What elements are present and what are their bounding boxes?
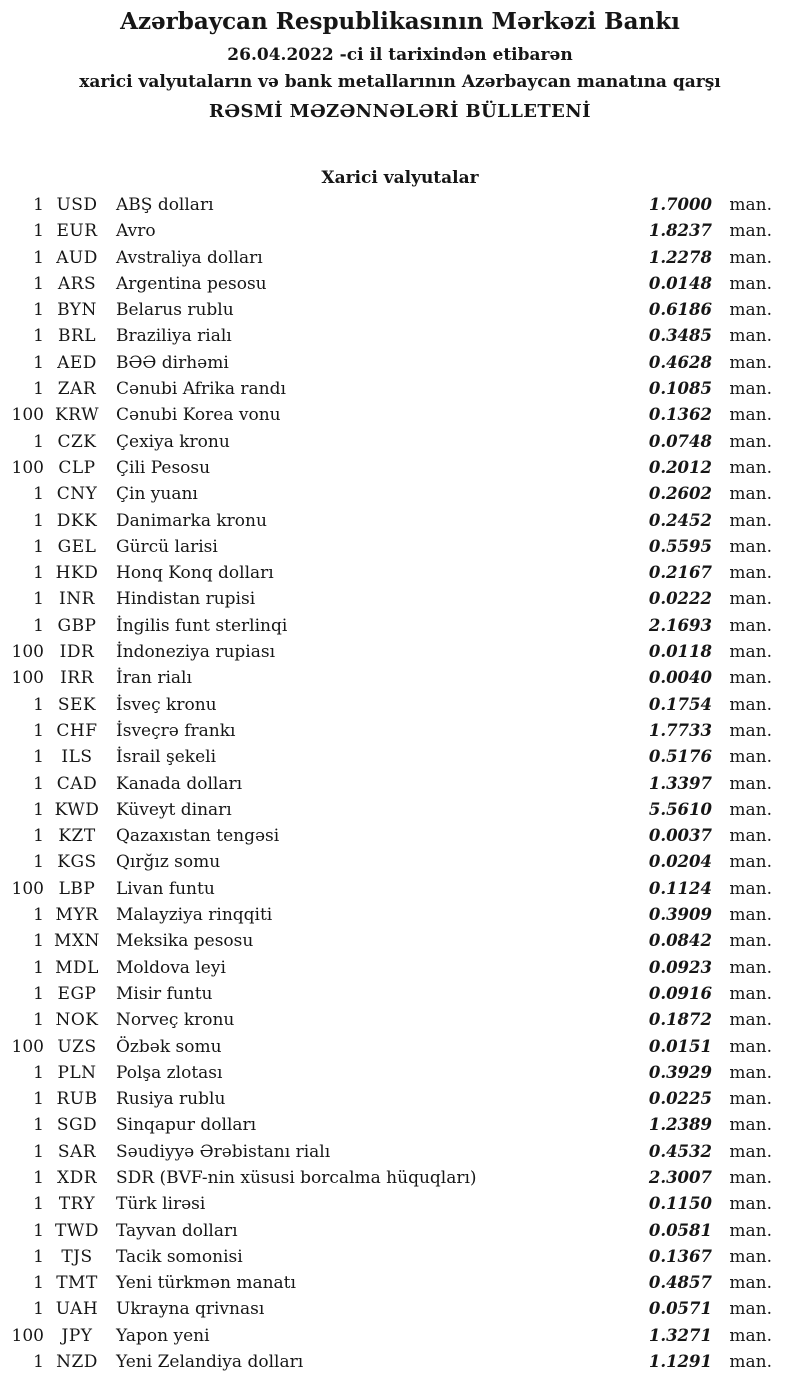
rate-value: 0.0225	[648, 1089, 712, 1109]
rate-unit: man.	[729, 1167, 772, 1188]
currency-quantity: 1	[33, 221, 44, 242]
currency-code: RUB	[56, 1089, 98, 1110]
currency-code: NZD	[56, 1352, 98, 1373]
exchange-rate-row	[0, 586, 800, 612]
exchange-rate-row	[0, 639, 800, 665]
exchange-rate-row	[0, 376, 800, 402]
currency-quantity: 1	[33, 326, 44, 347]
currency-code: DKK	[56, 510, 98, 531]
rate-value: 0.6186	[648, 300, 712, 320]
rate-unit: man.	[729, 747, 772, 768]
rate-unit: man.	[729, 326, 772, 347]
exchange-rate-row	[0, 1218, 800, 1244]
rate-unit: man.	[729, 1010, 772, 1031]
exchange-rate-row	[0, 665, 800, 691]
currency-name: Kanada dolları	[116, 773, 243, 794]
currency-quantity: 1	[33, 852, 44, 873]
exchange-rate-row	[0, 955, 800, 981]
currency-name: Qazaxıstan tengəsi	[116, 826, 280, 847]
rate-unit: man.	[729, 273, 772, 294]
currency-code: UAH	[55, 1299, 99, 1320]
exchange-rate-row	[0, 1349, 800, 1375]
currency-name: Belarus rublu	[116, 300, 234, 321]
exchange-rate-row	[0, 350, 800, 376]
exchange-rate-row	[0, 1034, 800, 1060]
exchange-rate-row	[0, 1270, 800, 1296]
exchange-rate-row	[0, 534, 800, 560]
currency-code: IDR	[59, 642, 95, 663]
rate-value: 0.0151	[648, 1036, 712, 1056]
bank-name-title: Azərbaycan Respublikasının Mərkəzi Bankı	[120, 8, 680, 35]
rate-value: 1.7000	[648, 195, 712, 214]
rate-value: 0.3929	[648, 1062, 712, 1082]
rate-unit: man.	[729, 957, 772, 978]
exchange-rate-row	[0, 192, 800, 218]
exchange-rate-row	[0, 1060, 800, 1086]
rate-value: 0.2012	[648, 457, 712, 477]
rate-value: 2.1693	[648, 615, 712, 635]
rate-unit: man.	[729, 195, 772, 215]
currency-name: Meksika pesosu	[116, 931, 254, 952]
currency-name: ABŞ dolları	[116, 195, 214, 215]
currency-code: CAD	[56, 773, 98, 794]
rate-value: 0.0923	[648, 957, 712, 977]
currency-quantity: 100	[11, 878, 44, 899]
exchange-rate-row	[0, 402, 800, 428]
currency-name: Moldova leyi	[116, 957, 226, 978]
currency-quantity: 1	[33, 747, 44, 768]
currency-code: AUD	[56, 247, 98, 268]
currency-quantity: 1	[33, 1089, 44, 1110]
rate-value: 1.7733	[648, 720, 712, 740]
currency-code: TRY	[58, 1194, 96, 1215]
rate-value: 0.0748	[648, 431, 712, 451]
currency-name: Polşa zlotası	[116, 1062, 223, 1083]
exchange-rate-row	[0, 1086, 800, 1112]
currency-quantity: 1	[33, 484, 44, 505]
currency-name: Hindistan rupisi	[116, 589, 256, 610]
rate-value: 0.1085	[648, 379, 712, 399]
currency-name: Malayziya rinqqiti	[116, 905, 273, 926]
currency-quantity: 100	[11, 1325, 44, 1346]
currency-quantity: 1	[33, 563, 44, 584]
exchange-rate-row	[0, 849, 800, 875]
exchange-rate-row	[0, 271, 800, 297]
rate-value: 0.0040	[648, 668, 712, 688]
exchange-rate-row	[0, 876, 800, 902]
rate-value: 0.1872	[648, 1010, 712, 1030]
currency-quantity: 1	[33, 1141, 44, 1162]
currency-quantity: 1	[33, 905, 44, 926]
currency-code: SAR	[57, 1141, 97, 1162]
currency-name: Küveyt dinarı	[116, 799, 232, 820]
exchange-rate-row	[0, 744, 800, 770]
rate-value: 0.1150	[648, 1194, 712, 1214]
rate-unit: man.	[729, 1325, 772, 1346]
exchange-rate-row	[0, 613, 800, 639]
exchange-rate-row	[0, 429, 800, 455]
currency-name: Yapon yeni	[116, 1325, 210, 1346]
currency-quantity: 1	[33, 1273, 44, 1294]
rate-unit: man.	[729, 1089, 772, 1110]
rate-unit: man.	[729, 1220, 772, 1241]
currency-quantity: 1	[33, 300, 44, 321]
rate-value: 1.8237	[648, 221, 712, 241]
currency-code: IRR	[60, 668, 94, 689]
rate-value: 0.0148	[648, 273, 712, 293]
currency-name: Qırğız somu	[116, 852, 221, 873]
currency-name: Çexiya kronu	[116, 431, 230, 452]
rate-value: 0.0222	[648, 589, 712, 609]
effective-date-line: 26.04.2022 -ci il tarixindən etibarən	[227, 45, 573, 65]
currency-quantity: 1	[33, 352, 44, 373]
exchange-rate-row	[0, 508, 800, 534]
rate-unit: man.	[729, 536, 772, 557]
currency-quantity: 1	[33, 983, 44, 1004]
currency-code: TWD	[55, 1220, 99, 1241]
currency-code: CZK	[57, 431, 97, 452]
currency-code: CLP	[58, 457, 96, 478]
currency-code: ZAR	[57, 379, 97, 400]
currency-quantity: 1	[33, 957, 44, 978]
currency-name: Honq Konq dolları	[116, 563, 274, 584]
currency-quantity: 1	[33, 1246, 44, 1267]
currency-name: Tayvan dolları	[116, 1220, 238, 1241]
currency-name: Yeni türkmən manatı	[116, 1273, 296, 1294]
rate-unit: man.	[729, 457, 772, 478]
exchange-rate-row	[0, 1296, 800, 1322]
currency-quantity: 1	[33, 615, 44, 636]
rate-unit: man.	[729, 642, 772, 663]
currency-code: HKD	[55, 563, 99, 584]
rate-value: 0.2602	[648, 484, 712, 504]
rate-value: 1.2278	[648, 247, 712, 267]
currency-name: Danimarka kronu	[116, 510, 267, 531]
rate-value: 0.2167	[648, 563, 712, 583]
currency-quantity: 100	[11, 457, 44, 478]
exchange-rate-row	[0, 323, 800, 349]
currency-quantity: 1	[33, 379, 44, 400]
rate-value: 0.0037	[648, 826, 712, 846]
bulletin-title: RƏSMİ MƏZƏNNƏLƏRİ BÜLLETENİ	[209, 101, 591, 122]
currency-code: USD	[56, 195, 98, 215]
currency-code: CNY	[56, 484, 98, 505]
rate-value: 0.3485	[648, 326, 712, 346]
rate-value: 1.2389	[648, 1115, 712, 1135]
exchange-rate-row	[0, 1244, 800, 1270]
currency-quantity: 1	[33, 247, 44, 268]
exchange-rate-row	[0, 1191, 800, 1217]
currency-quantity: 1	[33, 1062, 44, 1083]
currency-quantity: 1	[33, 1010, 44, 1031]
currency-quantity: 1	[33, 1115, 44, 1136]
exchange-rate-row	[0, 1139, 800, 1165]
rate-unit: man.	[729, 352, 772, 373]
currency-name: İndoneziya rupiası	[116, 642, 276, 663]
currency-quantity: 1	[33, 1352, 44, 1373]
currency-code: AED	[57, 352, 97, 373]
currency-name: SDR (BVF-nin xüsusi borcalma hüquqları)	[116, 1167, 477, 1188]
rate-unit: man.	[729, 1141, 772, 1162]
rate-value: 0.1367	[648, 1246, 712, 1266]
section-title-foreign-currencies: Xarici valyutalar	[321, 168, 479, 188]
currency-name: Avro	[116, 221, 156, 242]
rate-value: 0.5176	[648, 747, 712, 767]
exchange-rate-row	[0, 455, 800, 481]
currency-name: BƏƏ dirhəmi	[116, 352, 229, 373]
currency-quantity: 1	[33, 510, 44, 531]
rate-unit: man.	[729, 221, 772, 242]
currency-code: PLN	[57, 1062, 97, 1083]
currency-name: Cənubi Korea vonu	[116, 405, 281, 426]
rate-value: 0.0118	[648, 642, 712, 662]
currency-code: GEL	[57, 536, 97, 557]
currency-name: Rusiya rublu	[116, 1089, 226, 1110]
currency-code: CHF	[56, 720, 98, 741]
currency-quantity: 1	[33, 273, 44, 294]
currency-quantity: 1	[33, 799, 44, 820]
currency-code: JPY	[61, 1325, 93, 1346]
exchange-rate-row	[0, 692, 800, 718]
rate-unit: man.	[729, 300, 772, 321]
currency-code: XDR	[56, 1167, 98, 1188]
rate-unit: man.	[729, 773, 772, 794]
exchange-rate-row	[0, 718, 800, 744]
rate-value: 0.4857	[648, 1273, 712, 1293]
rate-value: 1.3397	[648, 773, 712, 793]
currency-code: KWD	[54, 799, 100, 820]
currency-name: Norveç kronu	[116, 1010, 235, 1031]
rate-value: 0.0581	[648, 1220, 712, 1240]
currency-name: Yeni Zelandiya dolları	[116, 1352, 304, 1373]
currency-quantity: 100	[11, 1036, 44, 1057]
currency-code: GBP	[57, 615, 97, 636]
currency-code: TJS	[61, 1246, 93, 1267]
rate-unit: man.	[729, 1299, 772, 1320]
currency-name: Türk lirəsi	[116, 1194, 206, 1215]
rate-unit: man.	[729, 431, 772, 452]
rate-unit: man.	[729, 1115, 772, 1136]
subject-line: xarici valyutaların və bank metallarının Azərbaycan manatına qarşı	[79, 72, 721, 92]
currency-quantity: 100	[11, 642, 44, 663]
rate-unit: man.	[729, 799, 772, 820]
rate-unit: man.	[729, 720, 772, 741]
currency-code: NOK	[55, 1010, 99, 1031]
currency-quantity: 1	[33, 536, 44, 557]
rate-unit: man.	[729, 852, 772, 873]
currency-name: İsveçrə frankı	[116, 720, 236, 741]
currency-code: INR	[59, 589, 95, 610]
rate-unit: man.	[729, 1062, 772, 1083]
exchange-rate-row	[0, 218, 800, 244]
exchange-rate-row	[0, 1165, 800, 1191]
rate-value: 0.4628	[648, 352, 712, 372]
currency-name: Səudiyyə Ərəbistanı rialı	[116, 1141, 331, 1162]
currency-name: Avstraliya dolları	[116, 247, 263, 268]
currency-code: UZS	[57, 1036, 97, 1057]
currency-quantity: 1	[33, 694, 44, 715]
exchange-rate-row	[0, 245, 800, 271]
currency-name: Çin yuanı	[116, 484, 198, 505]
currency-name: Livan funtu	[116, 878, 215, 899]
rate-unit: man.	[729, 668, 772, 689]
currency-quantity: 1	[33, 826, 44, 847]
rate-value: 0.0916	[648, 983, 712, 1003]
currency-name: Braziliya rialı	[116, 326, 232, 347]
currency-name: Ukrayna qrivnası	[116, 1299, 265, 1320]
currency-name: İngilis funt sterlinqi	[116, 615, 288, 636]
currency-quantity: 1	[33, 720, 44, 741]
document-header	[0, 0, 800, 126]
currency-name: Tacik somonisi	[116, 1246, 243, 1267]
currency-code: KZT	[58, 826, 96, 847]
currency-code: BRL	[57, 326, 97, 347]
currency-quantity: 1	[33, 589, 44, 610]
currency-code: MDL	[55, 957, 99, 978]
currency-code: EUR	[56, 221, 98, 242]
currency-name: İran rialı	[116, 668, 192, 689]
rate-unit: man.	[729, 826, 772, 847]
exchange-rate-row	[0, 560, 800, 586]
rate-value: 0.3909	[648, 905, 712, 925]
currency-quantity: 1	[33, 1220, 44, 1241]
currency-quantity: 100	[11, 668, 44, 689]
rate-value: 0.1754	[648, 694, 712, 714]
rate-unit: man.	[729, 484, 772, 505]
exchange-rate-row	[0, 297, 800, 323]
currency-name: Çili Pesosu	[116, 457, 211, 478]
rate-value: 0.0571	[648, 1299, 712, 1319]
exchange-rate-row	[0, 1007, 800, 1033]
currency-code: SGD	[56, 1115, 98, 1136]
rate-unit: man.	[729, 615, 772, 636]
rate-value: 0.1362	[648, 405, 712, 425]
currency-code: EGP	[57, 983, 97, 1004]
rate-value: 0.4532	[648, 1141, 712, 1161]
rate-unit: man.	[729, 931, 772, 952]
currency-quantity: 100	[11, 405, 44, 426]
exchange-rates-table	[0, 192, 800, 1375]
currency-name: Argentina pesosu	[116, 273, 267, 294]
currency-code: ILS	[61, 747, 93, 768]
rate-unit: man.	[729, 1352, 772, 1373]
rate-unit: man.	[729, 983, 772, 1004]
exchange-rate-row	[0, 1112, 800, 1138]
rate-value: 0.0842	[648, 931, 712, 951]
rate-value: 5.5610	[648, 799, 712, 819]
rate-value: 1.1291	[648, 1352, 712, 1372]
currency-code: ARS	[57, 273, 97, 294]
rate-value: 0.5595	[648, 536, 712, 556]
rate-unit: man.	[729, 1194, 772, 1215]
currency-code: MYR	[55, 905, 99, 926]
rate-unit: man.	[729, 589, 772, 610]
currency-quantity: 1	[33, 1167, 44, 1188]
exchange-rate-row	[0, 771, 800, 797]
rate-unit: man.	[729, 1246, 772, 1267]
rate-value: 0.1124	[648, 878, 712, 898]
currency-quantity: 1	[33, 773, 44, 794]
exchange-rate-row	[0, 928, 800, 954]
rate-unit: man.	[729, 1273, 772, 1294]
currency-quantity: 1	[33, 431, 44, 452]
exchange-rate-row	[0, 797, 800, 823]
currency-code: SEK	[57, 694, 97, 715]
rate-unit: man.	[729, 878, 772, 899]
currency-quantity: 1	[33, 931, 44, 952]
rate-unit: man.	[729, 905, 772, 926]
currency-quantity: 1	[33, 195, 44, 215]
exchange-rate-row	[0, 481, 800, 507]
rate-unit: man.	[729, 1036, 772, 1057]
exchange-rate-row	[0, 981, 800, 1007]
currency-name: Cənubi Afrika randı	[116, 379, 286, 400]
currency-code: MXN	[54, 931, 100, 952]
rate-unit: man.	[729, 563, 772, 584]
currency-name: Sinqapur dolları	[116, 1115, 257, 1136]
currency-code: TMT	[56, 1273, 98, 1294]
rate-unit: man.	[729, 247, 772, 268]
rate-value: 0.2452	[648, 510, 712, 530]
exchange-rate-row	[0, 902, 800, 928]
rate-value: 2.3007	[648, 1167, 712, 1187]
rate-value: 1.3271	[648, 1325, 712, 1345]
currency-code: KGS	[57, 852, 97, 873]
rate-unit: man.	[729, 405, 772, 426]
currency-name: Özbək somu	[116, 1036, 222, 1057]
currency-code: KRW	[54, 405, 100, 426]
currency-code: BYN	[57, 300, 97, 321]
rate-unit: man.	[729, 694, 772, 715]
exchange-rate-row	[0, 1323, 800, 1349]
currency-name: Misir funtu	[116, 983, 213, 1004]
currency-name: Gürcü larisi	[116, 536, 218, 557]
rate-value: 0.0204	[648, 852, 712, 872]
rate-unit: man.	[729, 379, 772, 400]
currency-name: İsveç kronu	[116, 694, 217, 715]
currency-name: İsrail şekeli	[116, 747, 216, 768]
rate-unit: man.	[729, 510, 772, 531]
currency-code: LBP	[58, 878, 96, 899]
currency-quantity: 1	[33, 1299, 44, 1320]
exchange-rate-row	[0, 823, 800, 849]
currency-quantity: 1	[33, 1194, 44, 1215]
